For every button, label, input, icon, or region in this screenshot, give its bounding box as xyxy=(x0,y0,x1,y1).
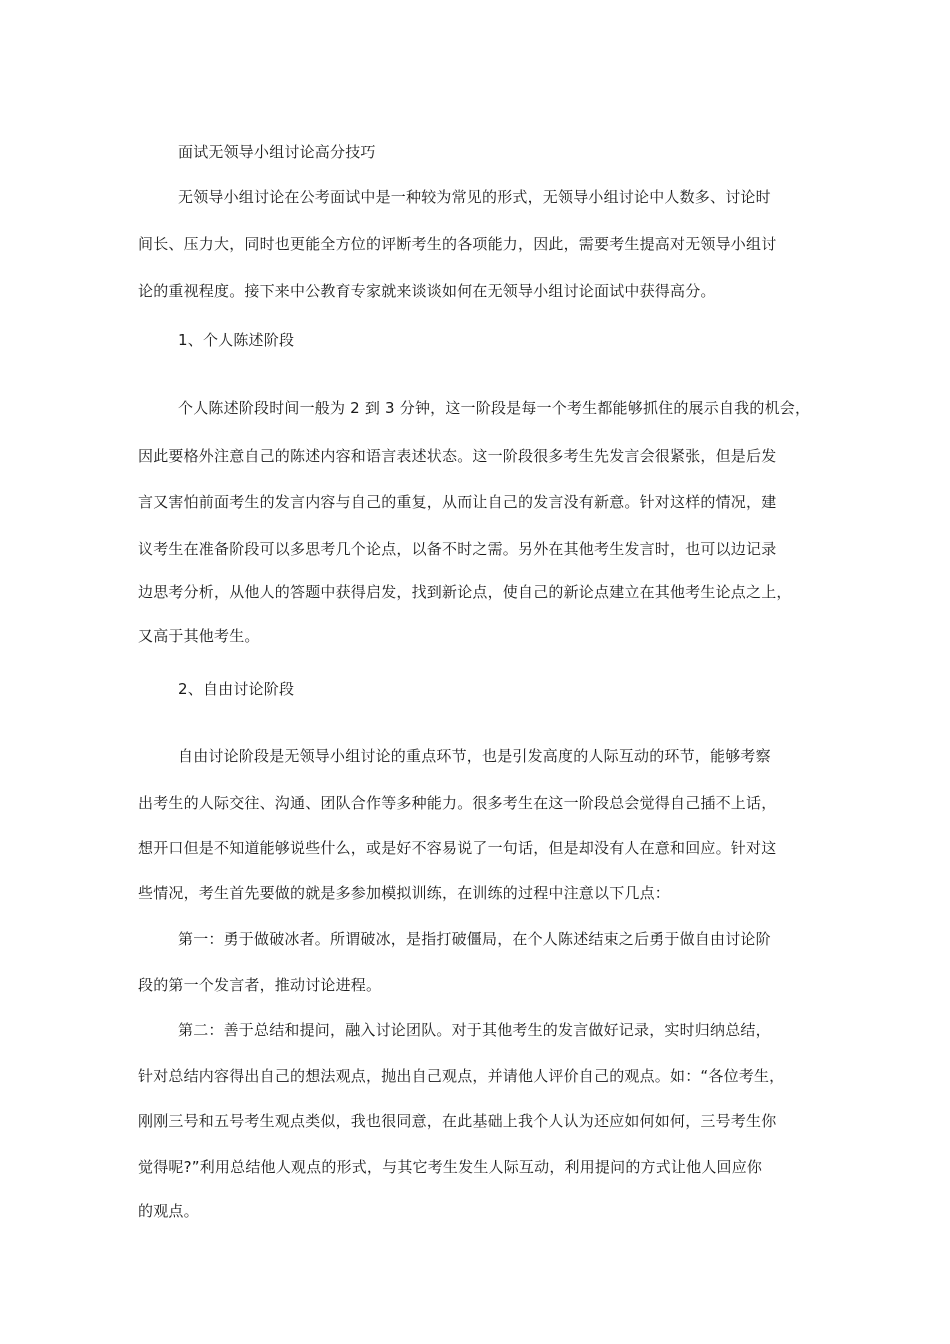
section2-line: 些情况，考生首先要做的就是多参加模拟训练，在训练的过程中注意以下几点： xyxy=(138,884,671,902)
intro-line: 无领导小组讨论在公考面试中是一种较为常见的形式，无领导小组讨论中人数多、讨论时 xyxy=(178,188,771,206)
section2-heading: 2、自由讨论阶段 xyxy=(178,680,295,698)
intro-line: 间长、压力大，同时也更能全方位的评断考生的各项能力，因此，需要考生提高对无领导小组讨 xyxy=(138,235,777,253)
point1-line: 第一：勇于做破冰者。所谓破冰，是指打破僵局，在个人陈述结束之后勇于做自由讨论阶 xyxy=(178,930,771,948)
section1-line: 边思考分析，从他人的答题中获得启发，找到新论点，使自己的新论点建立在其他考生论点之上， xyxy=(138,583,792,601)
document-title: 面试无领导小组讨论高分技巧 xyxy=(178,143,376,161)
section1-line: 因此要格外注意自己的陈述内容和语言表述状态。这一阶段很多考生先发言会很紧张，但是后发 xyxy=(138,447,777,465)
point2-line: 第二：善于总结和提问，融入讨论团队。对于其他考生的发言做好记录，实时归纳总结， xyxy=(178,1021,771,1039)
section1-line: 议考生在准备阶段可以多思考几个论点，以备不时之需。另外在其他考生发言时，也可以边记录 xyxy=(138,540,777,558)
point2-line: 针对总结内容得出自己的想法观点，抛出自己观点，并请他人评价自己的观点。如：“各位考生， xyxy=(138,1067,785,1085)
section2-line: 出考生的人际交往、沟通、团队合作等多种能力。很多考生在这一阶段总会觉得自己插不上话， xyxy=(138,794,777,812)
section1-line: 个人陈述阶段时间一般为 2 到 3 分钟，这一阶段是每一个考生都能够抓住的展示自我的机会， xyxy=(178,399,811,417)
point1-line: 段的第一个发言者，推动讨论进程。 xyxy=(138,976,382,994)
point2-line: 的观点。 xyxy=(138,1202,199,1220)
section2-line: 想开口但是不知道能够说些什么，或是好不容易说了一句话，但是却没有人在意和回应。针对这 xyxy=(138,839,777,857)
section1-heading: 1、个人陈述阶段 xyxy=(178,331,295,349)
point2-line: 刚刚三号和五号考生观点类似，我也很同意，在此基础上我个人认为还应如何如何，三号考生你 xyxy=(138,1112,777,1130)
section2-line: 自由讨论阶段是无领导小组讨论的重点环节，也是引发高度的人际互动的环节，能够考察 xyxy=(178,747,771,765)
point2-line: 觉得呢?”利用总结他人观点的形式，与其它考生发生人际互动，利用提问的方式让他人回应你 xyxy=(138,1158,763,1176)
section1-line: 言又害怕前面考生的发言内容与自己的重复，从而让自己的发言没有新意。针对这样的情况，建 xyxy=(138,493,777,511)
section1-line: 又高于其他考生。 xyxy=(138,627,260,645)
document-page xyxy=(138,0,818,1344)
intro-line: 论的重视程度。接下来中公教育专家就来谈谈如何在无领导小组讨论面试中获得高分。 xyxy=(138,282,716,300)
